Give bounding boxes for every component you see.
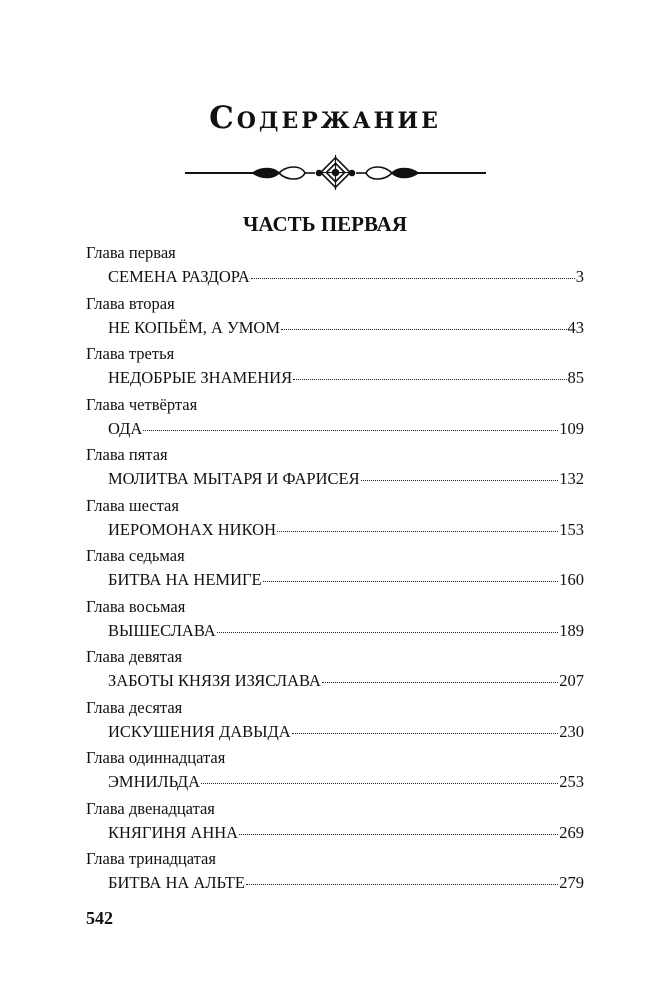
toc-entry bbox=[0, 445, 650, 496]
chapter-page-number: 230 bbox=[559, 721, 584, 741]
chapter-page-number: 253 bbox=[559, 772, 584, 791]
chapter-page-number: 160 bbox=[559, 570, 584, 589]
chapter-title: ВЫШЕСЛАВА bbox=[108, 620, 216, 640]
chapter-page-number: 189 bbox=[559, 620, 584, 640]
chapter-title: НЕ КОПЬЁМ, А УМОМ bbox=[108, 317, 281, 337]
toc-entry bbox=[0, 597, 650, 648]
chapter-label: Глава четвёртая bbox=[86, 394, 198, 414]
chapter-title: БИТВА НА АЛЬТЕ bbox=[108, 873, 245, 892]
toc-entry bbox=[0, 546, 650, 597]
dot-leader bbox=[201, 783, 558, 784]
chapter-title: БИТВА НА НЕМИГЕ bbox=[108, 570, 262, 589]
dot-leader bbox=[246, 884, 558, 885]
toc-entry bbox=[0, 799, 650, 850]
table-of-contents bbox=[0, 243, 650, 900]
toc-line bbox=[108, 570, 584, 590]
chapter-page-number: 85 bbox=[567, 368, 584, 387]
toc-entry bbox=[0, 294, 650, 345]
chapter-page-number: 132 bbox=[559, 469, 584, 488]
part-heading: ЧАСТЬ ПЕРВАЯ bbox=[242, 212, 408, 236]
dot-leader bbox=[217, 632, 559, 633]
toc-line bbox=[108, 671, 584, 691]
dot-leader bbox=[277, 531, 558, 532]
dot-leader bbox=[263, 581, 559, 582]
chapter-page-number: 153 bbox=[559, 519, 584, 539]
chapter-title: ЗАБОТЫ КНЯЗЯ ИЗЯСЛАВА bbox=[108, 671, 321, 690]
chapter-page-number: 3 bbox=[575, 267, 584, 286]
chapter-title: СЕМЕНА РАЗДОРА bbox=[108, 267, 250, 286]
dot-leader bbox=[292, 733, 559, 734]
chapter-title: МОЛИТВА МЫТАРЯ И ФАРИСЕЯ bbox=[108, 469, 360, 488]
chapter-page-number: 109 bbox=[559, 418, 584, 438]
toc-entry bbox=[0, 748, 650, 799]
chapter-title: ИСКУШЕНИЯ ДАВЫДА bbox=[108, 721, 291, 741]
toc-line bbox=[108, 772, 584, 792]
chapter-label: Глава шестая bbox=[86, 495, 179, 515]
chapter-page-number: 269 bbox=[559, 822, 584, 842]
toc-entry bbox=[0, 647, 650, 698]
chapter-label: Глава девятая bbox=[86, 647, 183, 666]
chapter-page-number: 279 bbox=[559, 873, 584, 892]
chapter-label: Глава первая bbox=[86, 243, 176, 262]
chapter-page-number: 43 bbox=[567, 317, 584, 337]
chapter-label: Глава одиннадцатая bbox=[86, 748, 226, 767]
toc-line bbox=[108, 318, 584, 338]
dot-leader bbox=[281, 329, 566, 330]
chapter-label: Глава тринадцатая bbox=[86, 849, 216, 868]
toc-entry bbox=[0, 243, 650, 294]
toc-line bbox=[108, 621, 584, 641]
ornament-divider-icon bbox=[183, 152, 488, 194]
chapter-label: Глава третья bbox=[86, 344, 175, 363]
chapter-label: Глава вторая bbox=[86, 293, 175, 313]
toc-entry bbox=[0, 849, 650, 900]
chapter-title: ЭМНИЛЬДА bbox=[108, 772, 201, 791]
toc-line bbox=[108, 419, 584, 439]
toc-line bbox=[108, 267, 584, 287]
chapter-label: Глава восьмая bbox=[86, 596, 186, 616]
chapter-title: КНЯГИНЯ АННА bbox=[108, 822, 239, 842]
toc-entry bbox=[0, 344, 650, 395]
toc-line bbox=[108, 873, 584, 893]
chapter-title: ОДА bbox=[108, 418, 143, 438]
toc-line bbox=[108, 823, 584, 843]
dot-leader bbox=[239, 834, 558, 835]
chapter-title: ИЕРОМОНАХ НИКОН bbox=[108, 519, 277, 539]
toc-entry bbox=[0, 395, 650, 446]
chapter-label: Глава двенадцатая bbox=[86, 798, 215, 818]
toc-entry bbox=[0, 496, 650, 547]
dot-leader bbox=[361, 480, 559, 481]
dot-leader bbox=[293, 379, 566, 380]
page-title: Содержание bbox=[209, 100, 441, 136]
toc-entry bbox=[0, 698, 650, 749]
chapter-page-number: 207 bbox=[559, 671, 584, 690]
page-number: 542 bbox=[86, 908, 113, 928]
toc-line bbox=[108, 722, 584, 742]
chapter-label: Глава седьмая bbox=[86, 546, 185, 565]
chapter-title: НЕДОБРЫЕ ЗНАМЕНИЯ bbox=[108, 368, 293, 387]
dot-leader bbox=[251, 278, 575, 279]
toc-line bbox=[108, 368, 584, 388]
chapter-label: Глава десятая bbox=[86, 697, 183, 717]
toc-line bbox=[108, 520, 584, 540]
toc-line bbox=[108, 469, 584, 489]
dot-leader bbox=[143, 430, 558, 431]
dot-leader bbox=[322, 682, 558, 683]
chapter-label: Глава пятая bbox=[86, 445, 168, 464]
